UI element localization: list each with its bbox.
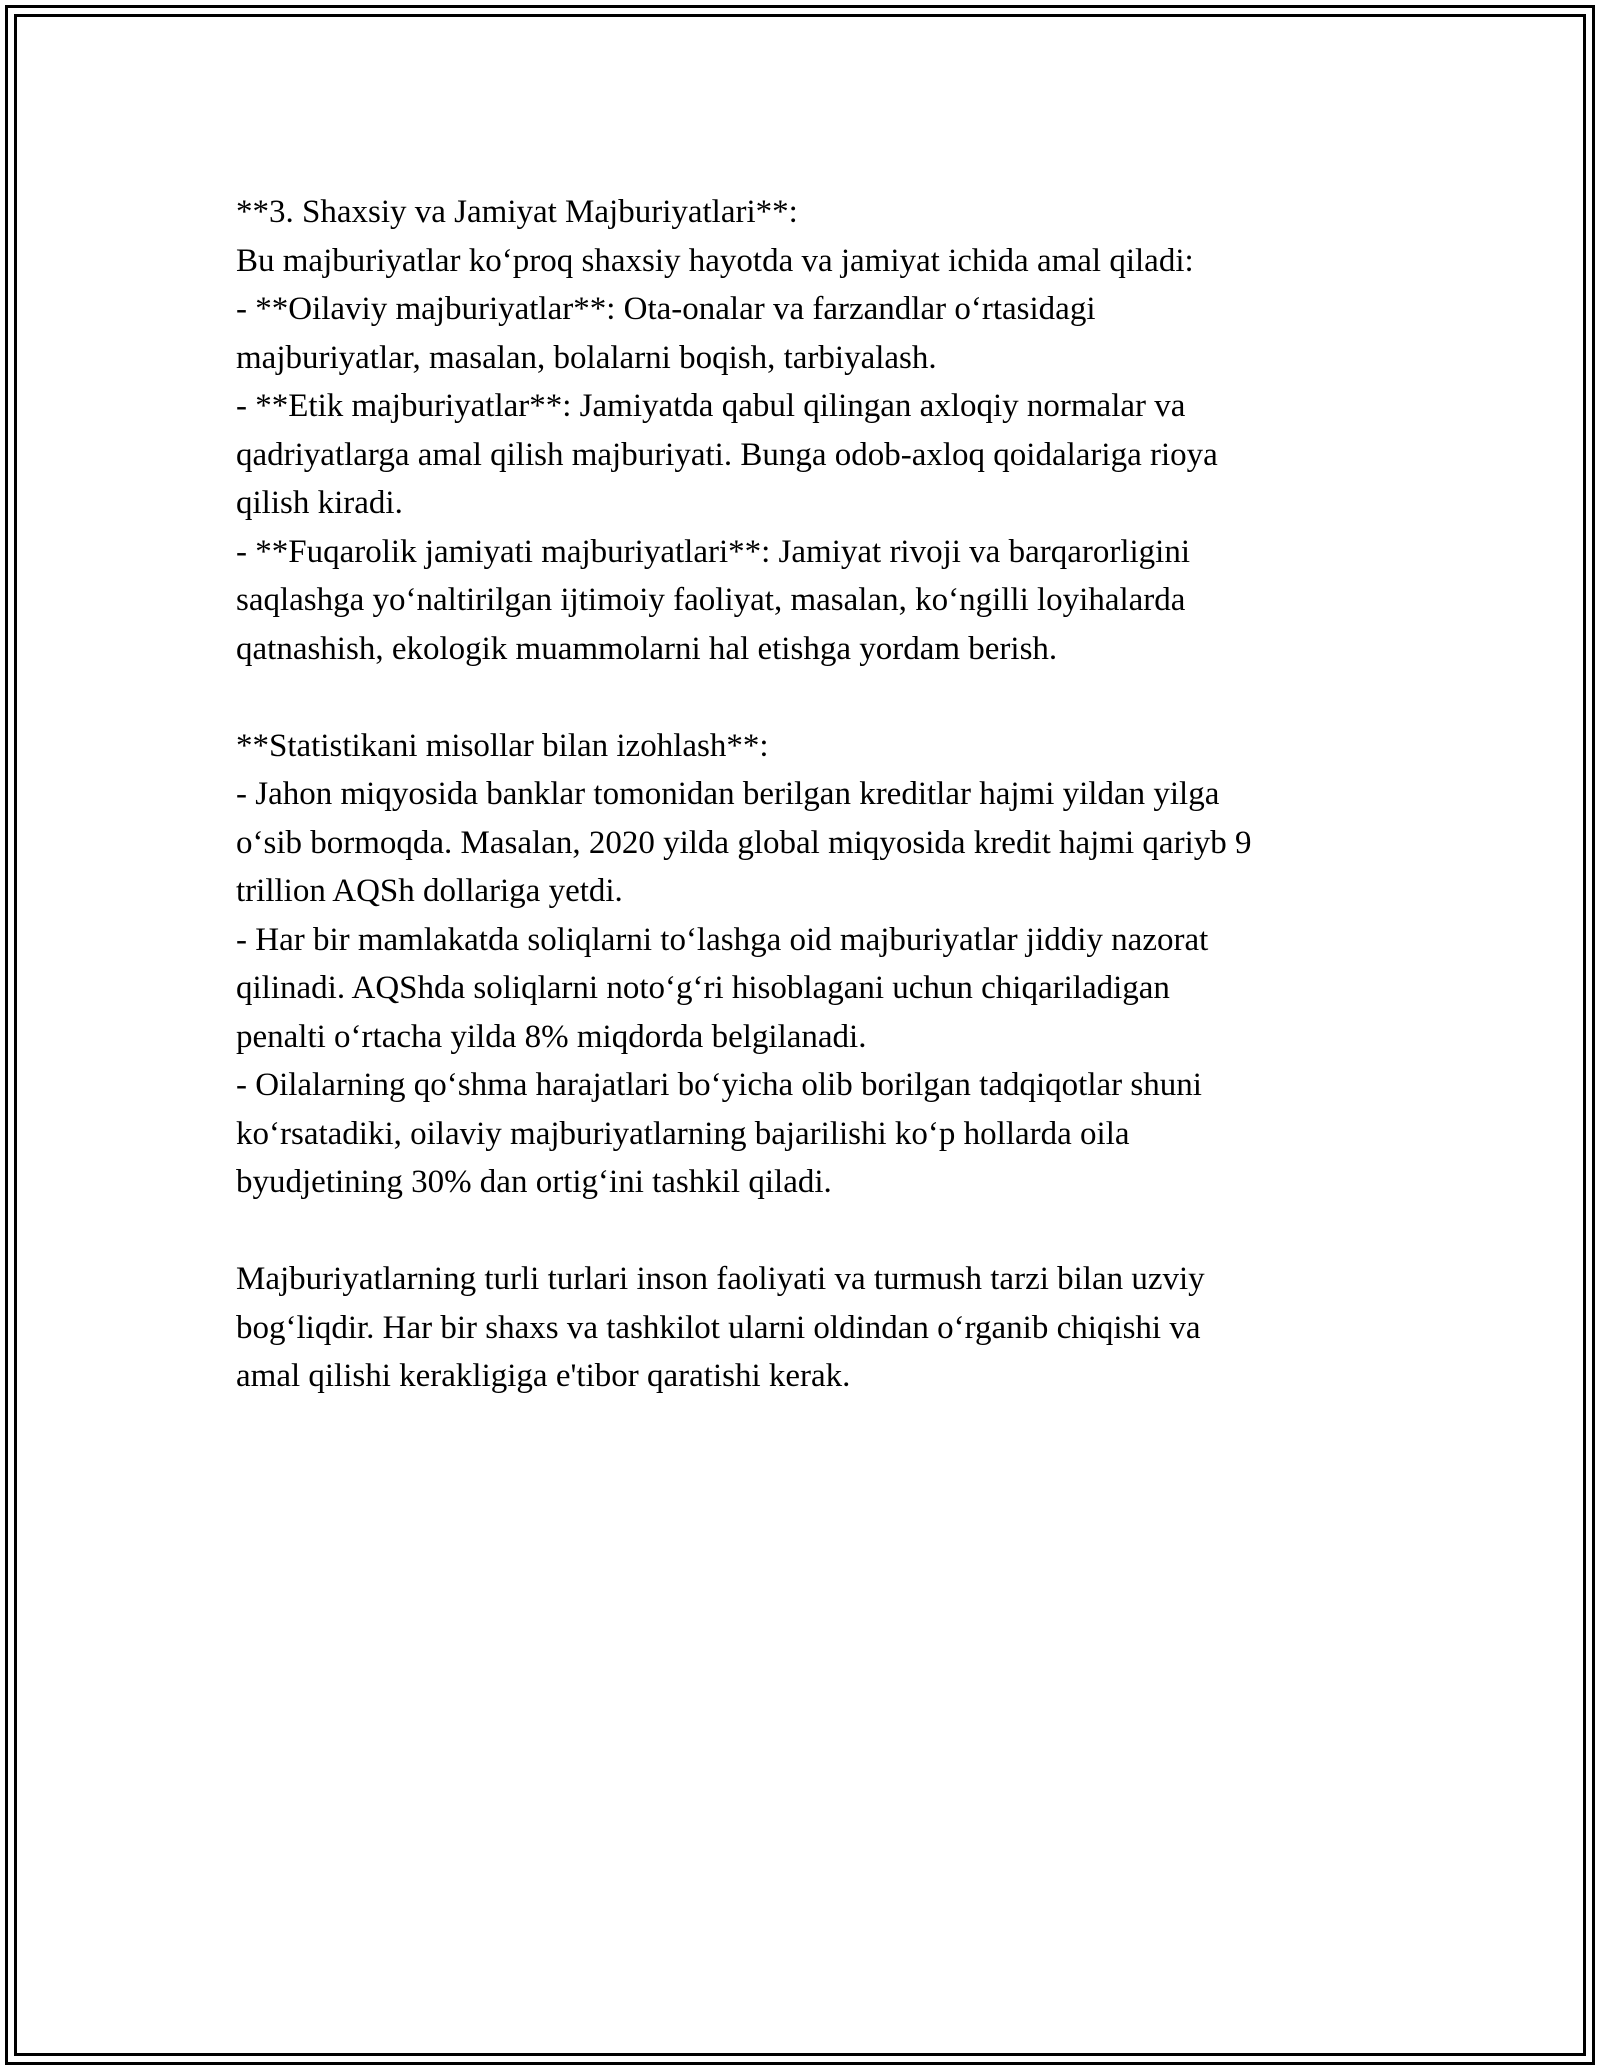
paragraph-obligations	[236, 188, 1396, 673]
text-line: - Jahon miqyosida banklar tomonidan berilgan kreditlar hajmi yildan yilga	[236, 776, 1220, 812]
text-line: **3. Shaxsiy va Jamiyat Majburiyatlari**:	[236, 194, 798, 230]
document-body	[236, 188, 1396, 1401]
text-line: penalti o‘rtacha yilda 8% miqdorda belgilanadi.	[236, 1018, 867, 1055]
text-line: qilish kiradi.	[236, 485, 403, 521]
text-line: qadriyatlarga amal qilish majburiyati. Bunga odob-axloq qoidalariga rioya	[236, 436, 1218, 473]
text-line: ko‘rsatadiki, oilaviy majburiyatlarning bajarilishi ko‘p hollarda oila	[236, 1115, 1130, 1152]
text-line: - Har bir mamlakatda soliqlarni to‘lashga oid majburiyatlar jiddiy nazorat	[236, 921, 1209, 958]
text-line: qatnashish, ekologik muammolarni hal etishga yordam berish.	[236, 630, 1058, 667]
text-line: - **Etik majburiyatlar**: Jamiyatda qabul qilingan axloqiy normalar va	[236, 388, 1186, 424]
text-line: Bu majburiyatlar ko‘proq shaxsiy hayotda va jamiyat ichida amal qiladi:	[236, 242, 1194, 279]
text-line: - **Oilaviy majburiyatlar**: Ota-onalar va farzandlar o‘rtasidagi	[236, 291, 1096, 327]
paragraph-statistics	[236, 722, 1396, 1207]
text-line: - Oilalarning qo‘shma harajatlari bo‘yicha olib borilgan tadqiqotlar shuni	[236, 1067, 1202, 1103]
text-line: byudjetining 30% dan ortig‘ini tashkil qiladi.	[236, 1164, 832, 1200]
text-line: Majburiyatlarning turli turlari inson faoliyati va turmush tarzi bilan uzviy	[236, 1261, 1205, 1297]
text-line: trillion AQSh dollariga yetdi.	[236, 873, 623, 909]
text-line: majburiyatlar, masalan, bolalarni boqish, tarbiyalash.	[236, 339, 937, 376]
text-line: saqlashga yo‘naltirilgan ijtimoiy faoliyat, masalan, ko‘ngilli loyihalarda	[236, 582, 1186, 618]
text-line: amal qilishi kerakligiga e'tibor qaratishi kerak.	[236, 1358, 851, 1394]
text-line: o‘sib bormoqda. Masalan, 2020 yilda global miqyosida kredit hajmi qariyb 9	[236, 824, 1252, 861]
paragraph-spacer	[236, 1207, 1396, 1256]
text-line: **Statistikani misollar bilan izohlash**:	[236, 727, 769, 764]
paragraph-conclusion	[236, 1255, 1396, 1401]
text-line: bog‘liqdir. Har bir shaxs va tashkilot ularni oldindan o‘rganib chiqishi va	[236, 1309, 1201, 1346]
text-line: qilinadi. AQShda soliqlarni noto‘g‘ri hisoblagani uchun chiqariladigan	[236, 970, 1170, 1006]
text-line: - **Fuqarolik jamiyati majburiyatlari**: Jamiyat rivoji va barqarorligini	[236, 533, 1191, 570]
paragraph-spacer	[236, 673, 1396, 722]
